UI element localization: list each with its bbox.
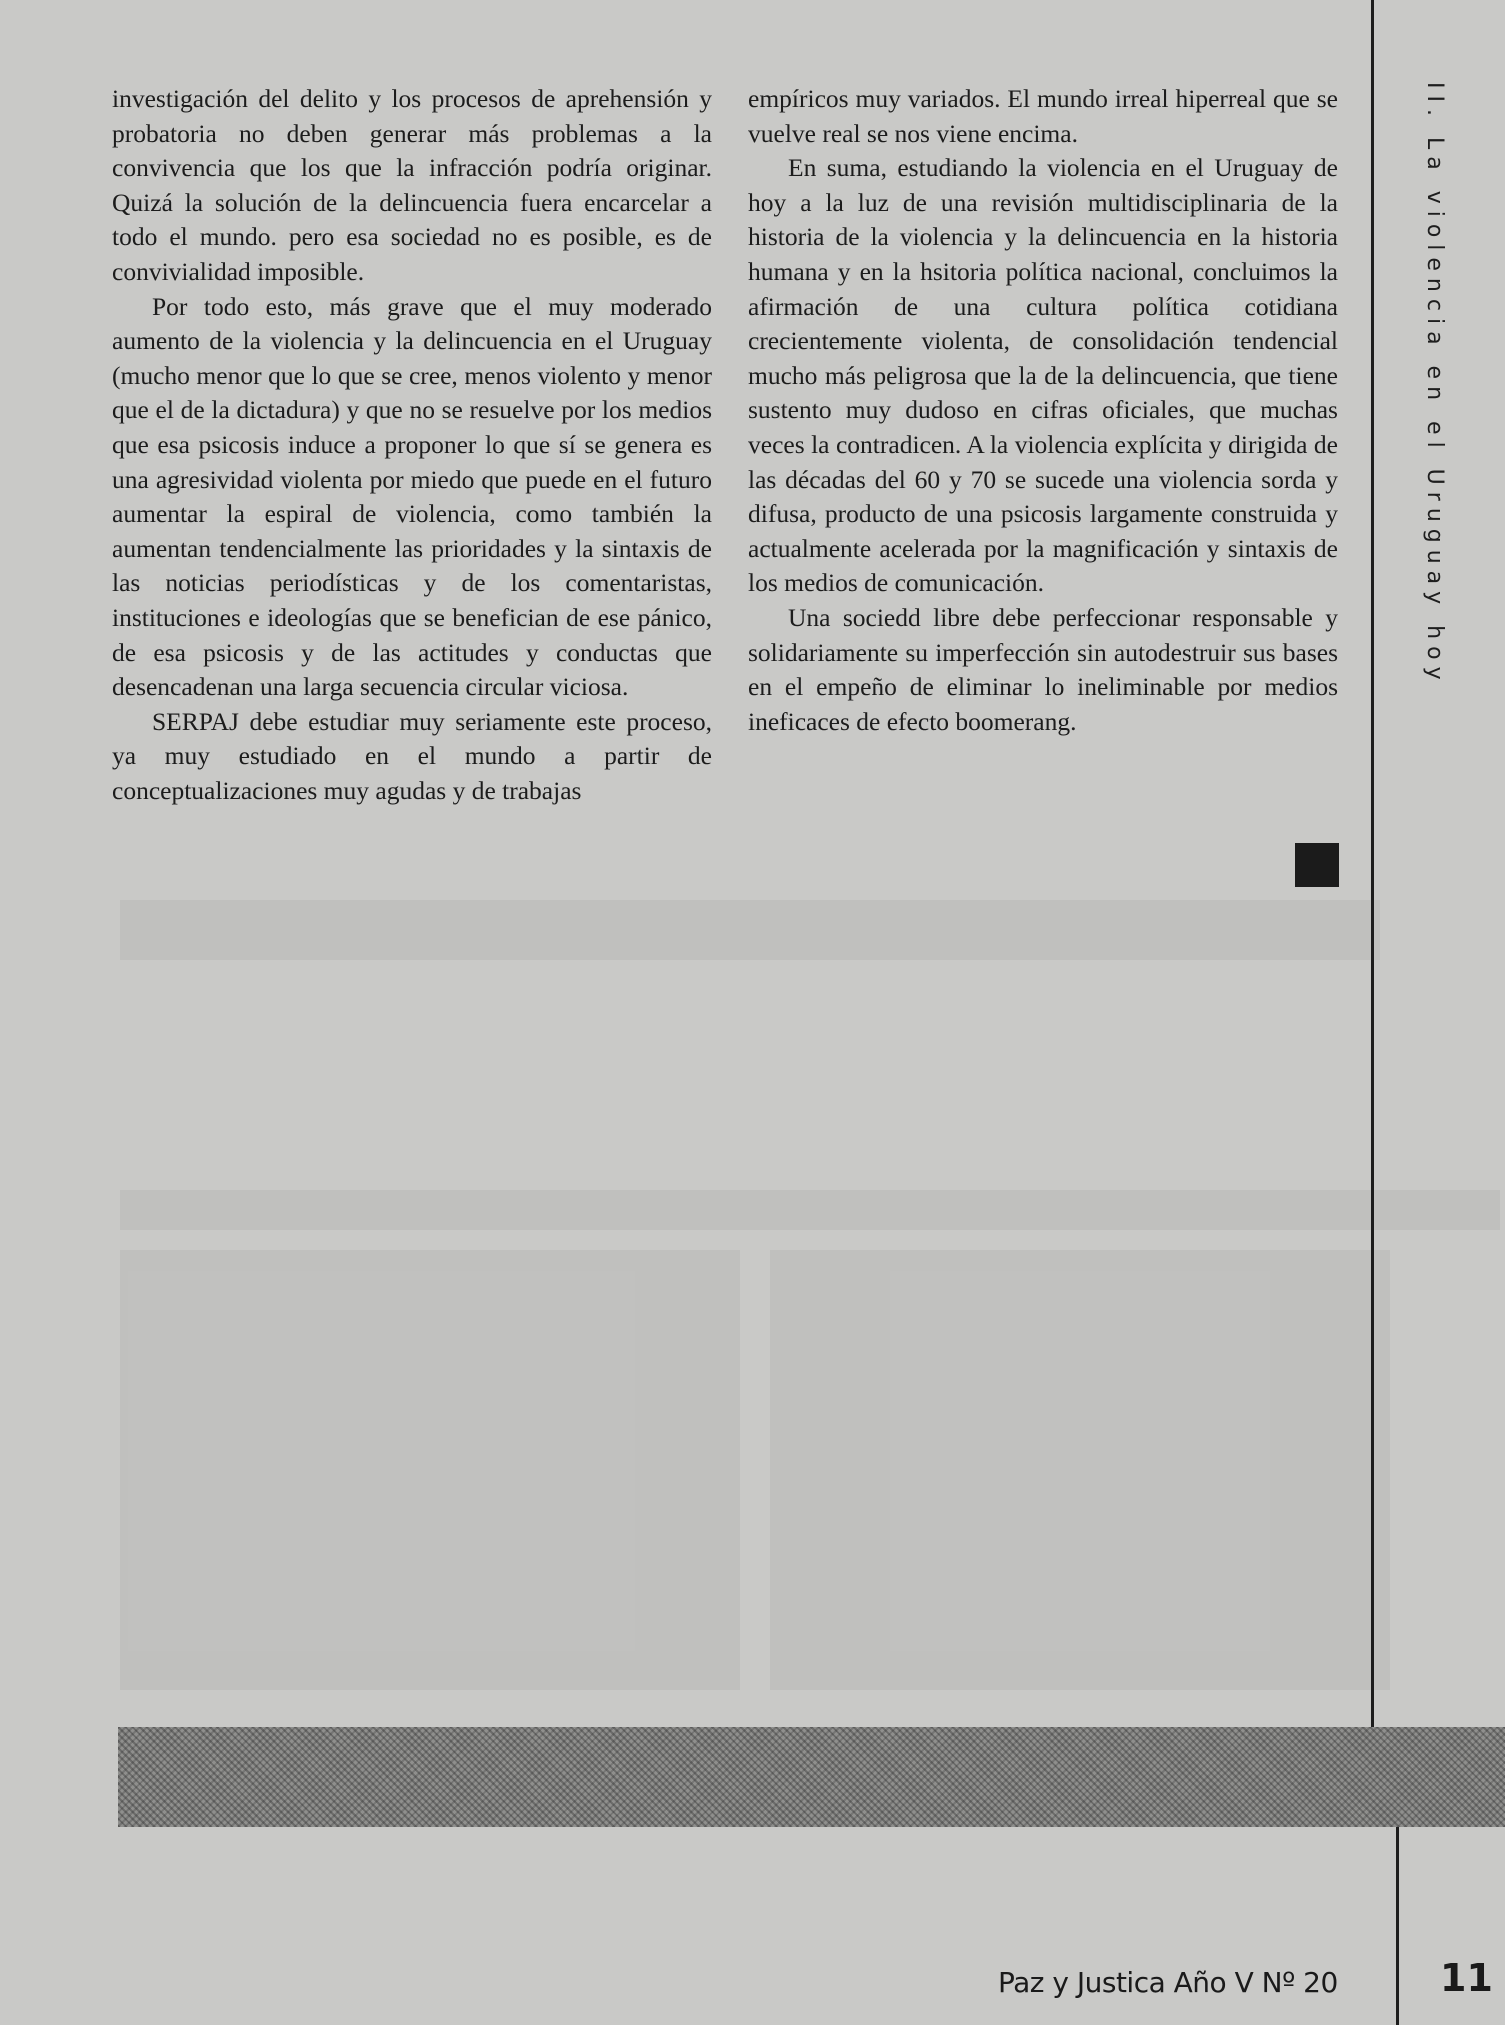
vertical-rule <box>1371 0 1374 1770</box>
section-side-title: II. La violencia en el Uruguay hoy <box>1422 82 1447 687</box>
paragraph: Una sociedd libre debe perfeccionar responsable y solidariamente su imperfección sin autodestruir sus bases en el empeño de eliminar lo ineliminable por medios ineficaces de efecto boomerang. <box>748 602 1338 736</box>
publication-footer: Paz y Justica Año V Nº 20 <box>998 1966 1338 1999</box>
end-of-article-square <box>1295 843 1339 887</box>
paragraph: SERPAJ debe estudiar muy seriamente este proceso, ya muy estudiado en el mundo a partir de conceptualizaciones muy agudas y de trabajas <box>112 706 712 805</box>
bleed-through-band <box>120 1190 1500 1230</box>
bleed-through-block <box>120 1250 740 1690</box>
paragraph: Por todo esto, más grave que el muy moderado aumento de la violencia y la delincuencia en el Uruguay (mucho menor que lo que se cree, menos violento y menor que el de la dictadura) y que no se resuelve por los medios que esa psicosis induce a proponer lo que sí se genera es una agresividad violenta por miedo que puede en el futuro aumentar la espiral de violencia, como también la aumentan tendencialmente las prioridades y la sintaxis de las noticias periodísticas y de los comentaristas, instituciones e ideologías que se benefician de ese pánico, de esa psicosis y de las actitudes y conductas que desencadenan una larga secuencia circular viciosa. <box>112 291 712 702</box>
page-number: 11 <box>1440 1956 1493 2000</box>
vertical-rule-footer <box>1396 1815 1399 2025</box>
right-column <box>748 82 1338 739</box>
hatched-band <box>118 1727 1505 1827</box>
bleed-through-block <box>770 1250 1390 1690</box>
left-column <box>112 82 712 808</box>
paragraph: empíricos muy variados. El mundo irreal hiperreal que se vuelve real se nos viene encima. <box>748 84 1338 148</box>
paragraph: En suma, estudiando la violencia en el Uruguay de hoy a la luz de una revisión multidisciplinaria de la historia de la violencia y la delincuencia en la historia humana y en la hsitoria política nacional, concluimos la afirmación de una cultura política cotidiana crecientemente violenta, de consolidación tendencial mucho más peligrosa que la de la delincuencia, que tiene sustento muy dudoso en cifras oficiales, que muchas veces la contradicen. A la violencia explícita y dirigida de las décadas del 60 y 70 se sucede una violencia sorda y difusa, producto de una psicosis largamente construida y actualmente acelerada por la magnificación y sintaxis de los medios de comunicación. <box>748 153 1338 598</box>
paragraph: investigación del delito y los procesos de aprehensión y probatoria no deben generar más problemas a la convivencia que los que la infracción podría originar. Quizá la solución de la delincuencia fuera encarcelar a todo el mundo. pero esa sociedad no es posible, es de convivialidad imposible. <box>112 84 712 286</box>
bleed-through-band <box>120 900 1380 960</box>
